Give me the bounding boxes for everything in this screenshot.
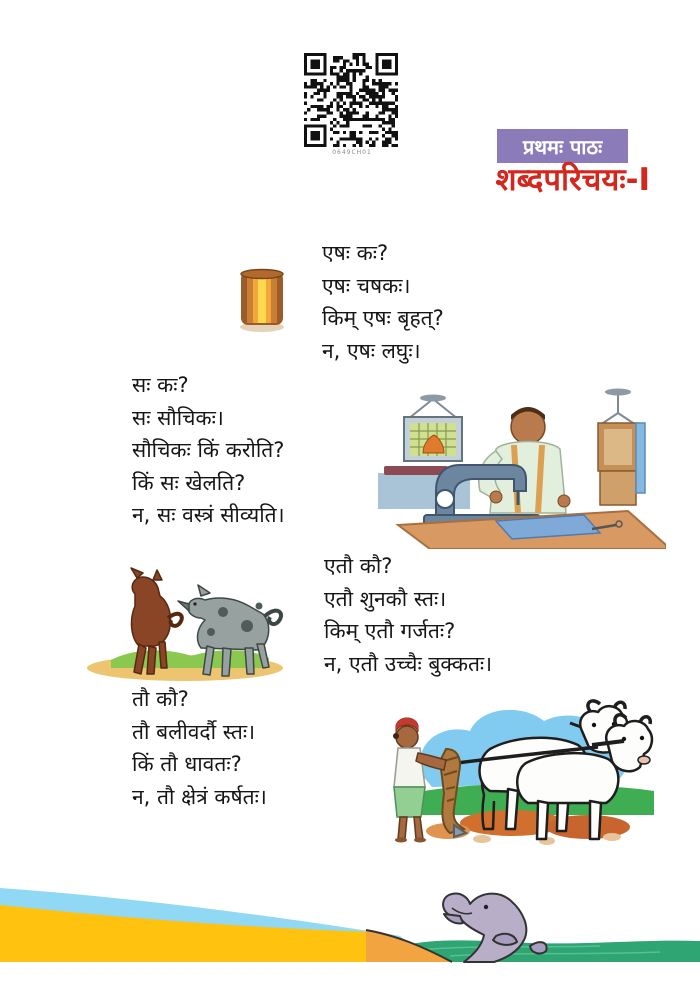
qa-line: किम् एतौ गर्जतः? <box>324 619 456 643</box>
qa-line: एतौ शुनकौ स्तः। <box>324 586 447 611</box>
qa-line: एषः चषकः। <box>322 273 411 298</box>
footer-decoration <box>0 884 700 1000</box>
bird-cage <box>404 395 462 462</box>
qr-code-block <box>299 53 405 156</box>
qa-line: सः कः? <box>132 373 189 397</box>
dialogue-bullocks <box>132 683 267 813</box>
qa-line: किं तौ धावतः? <box>132 752 242 776</box>
qa-line: न, एतौ उच्चैः बुक्कतः। <box>324 651 493 676</box>
plowing-illustration <box>362 697 662 847</box>
qa-line: तौ बलीवर्दौ स्तः। <box>132 719 256 744</box>
dialogue-tailor <box>132 369 285 532</box>
tailor-man <box>479 407 570 513</box>
glass-illustration <box>237 265 287 333</box>
qa-line: न, सः वस्त्रं सीव्यति। <box>132 503 285 527</box>
lesson-number-badge: प्रथमः पाठः <box>497 129 628 163</box>
dialogue-dogs <box>324 550 492 680</box>
qr-code-label: 0649CH01 <box>332 149 372 156</box>
qa-line: न, एषः लघुः। <box>322 338 421 363</box>
qa-line: सः सौचिकः। <box>132 405 224 430</box>
qa-line: तौ कौ? <box>132 687 189 711</box>
tailor-illustration <box>378 387 666 549</box>
qr-code-icon <box>299 53 403 147</box>
dialogue-glass <box>322 237 444 367</box>
chapter-title: शब्दपरिचयः-I <box>495 162 650 198</box>
qa-line: एतौ कौ? <box>324 554 393 578</box>
qa-line: किं सः खेलति? <box>132 470 246 495</box>
hanging-clothes <box>598 389 645 506</box>
qa-line: किम् एषः बृहत्? <box>322 306 444 330</box>
qa-line: एषः कः? <box>322 241 389 265</box>
qa-line: सौचिकः किं करोति? <box>132 438 285 462</box>
dogs-illustration <box>83 556 293 684</box>
qa-line: न, तौ क्षेत्रं कर्षतः। <box>132 784 267 809</box>
